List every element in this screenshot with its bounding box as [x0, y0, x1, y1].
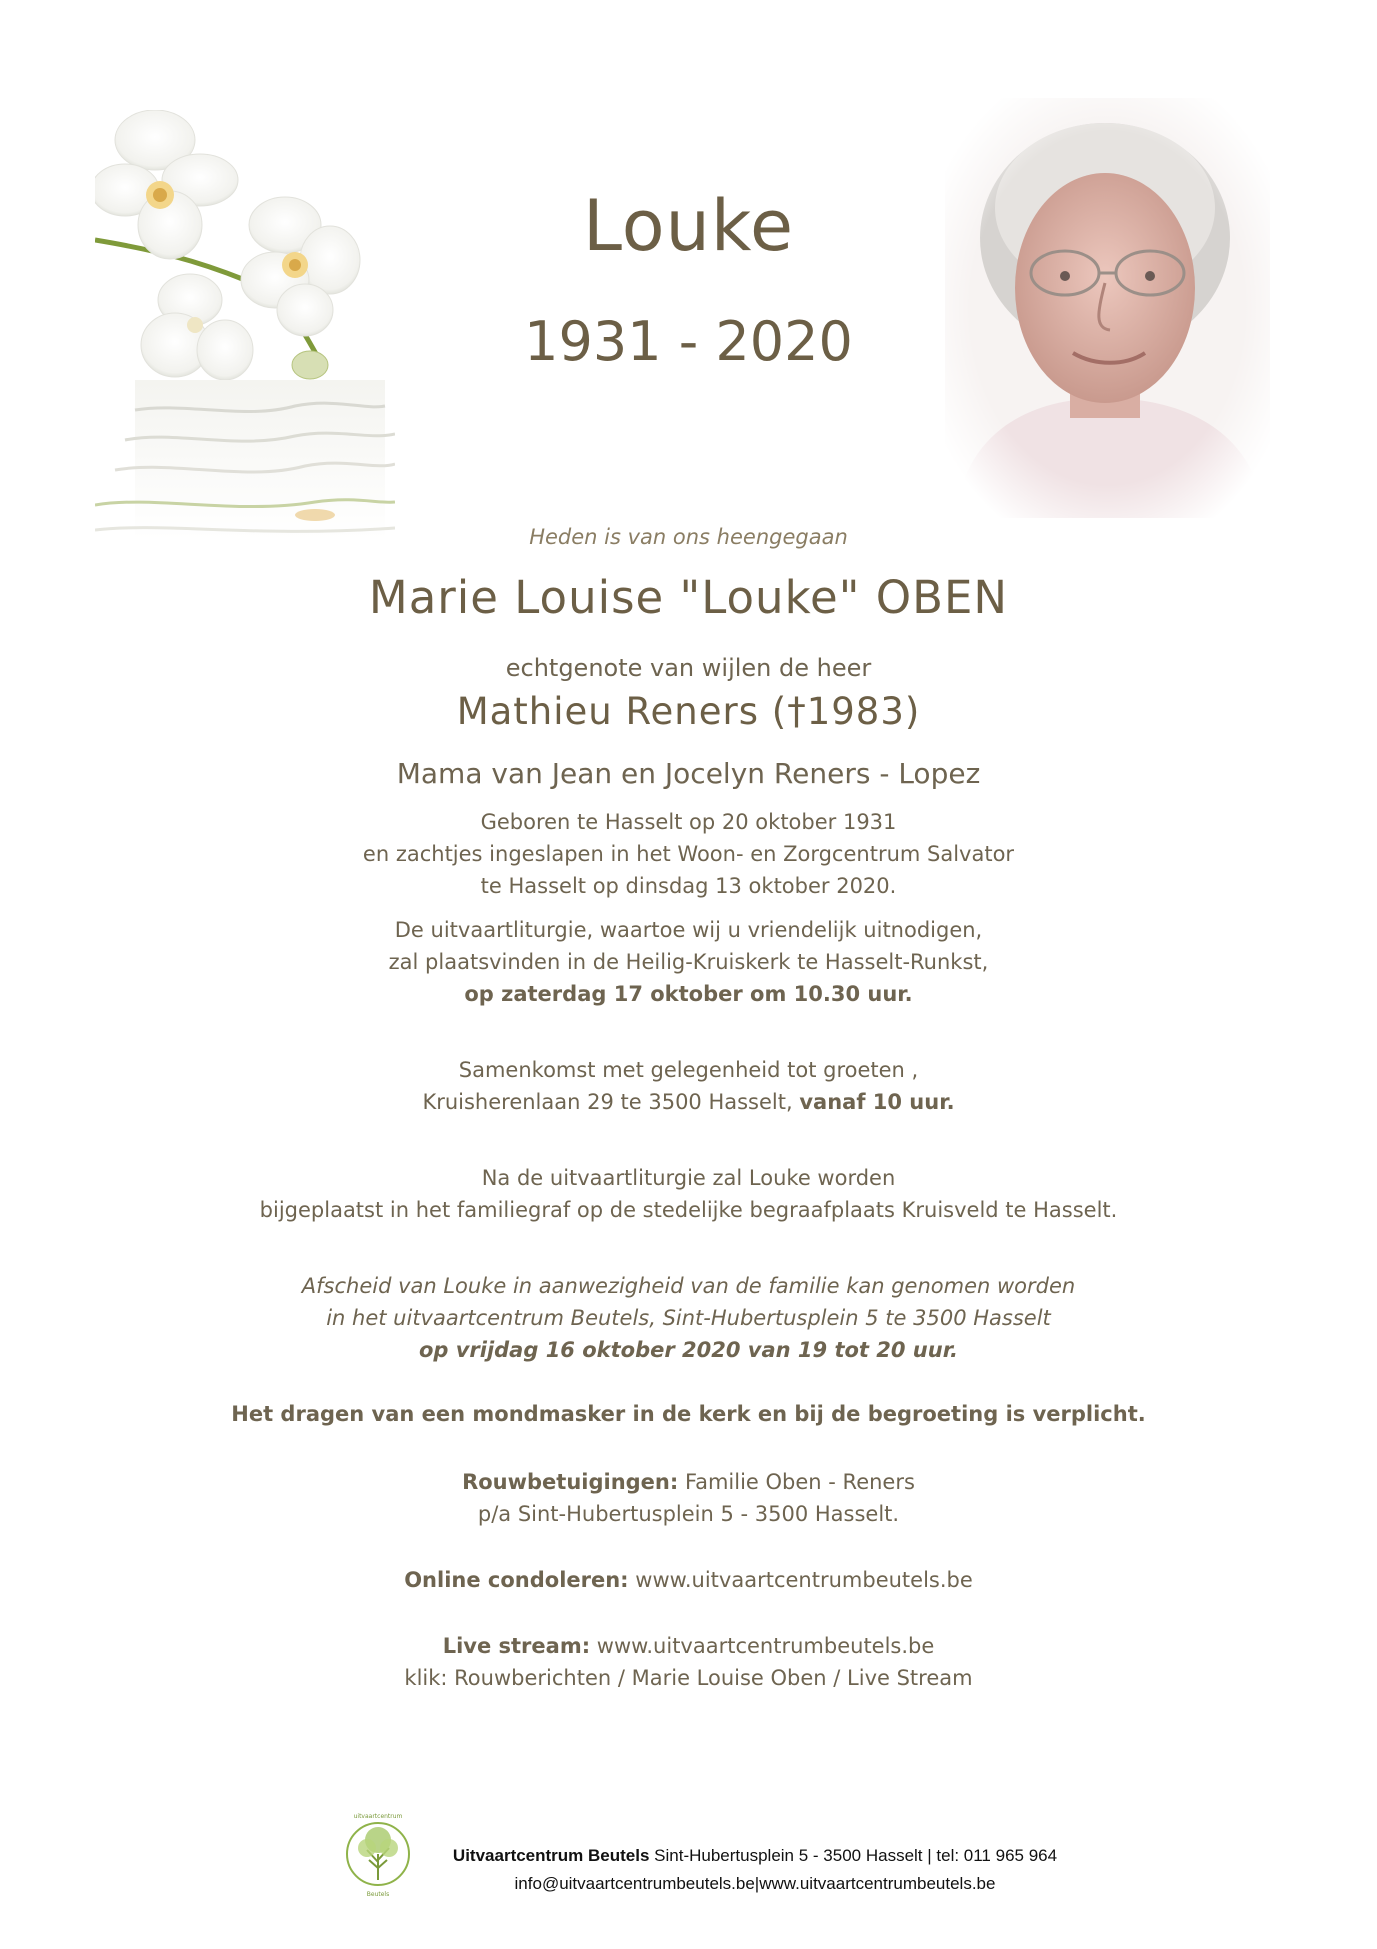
condolences-address: p/a Sint-Hubertusplein 5 - 3500 Hasselt.: [477, 1502, 900, 1526]
spouse-name: Mathieu Reners (†1983): [456, 690, 921, 733]
gathering-line-2: [0, 1086, 1377, 1118]
deceased-name: Marie Louise "Louke" OBEN: [368, 571, 1009, 624]
birth-line-1: Geboren te Hasselt op 20 oktober 1931: [480, 810, 897, 834]
livestream-link[interactable]: www.uitvaartcentrumbeutels.be: [590, 1634, 935, 1658]
livestream-label: Live stream:: [442, 1634, 591, 1658]
livestream-paragraph: [0, 1630, 1377, 1694]
intro-text: Heden is van ons heengegaan: [529, 525, 848, 549]
livestream-line-1: [0, 1630, 1377, 1662]
obituary-text: [0, 525, 1377, 1706]
farewell-date: op vrijdag 16 oktober 2020 van 19 tot 20 uur.: [418, 1338, 959, 1362]
livestream-instructions: klik: Rouwberichten / Marie Louise Oben / Live Stream: [404, 1666, 973, 1690]
portrait-photo: [945, 98, 1270, 518]
footer-company: Uitvaartcentrum Beutels: [452, 1846, 650, 1865]
online-label: Online condoleren:: [404, 1568, 629, 1592]
mask-notice: Het dragen van een mondmasker in de kerk en bij de begroeting is verplicht.: [231, 1402, 1146, 1426]
birth-line-3: te Hasselt op dinsdag 13 oktober 2020.: [480, 874, 897, 898]
footer-line-1: [420, 1842, 1090, 1870]
farewell-paragraph: [0, 1270, 1377, 1366]
logo-text-top: uitvaartcentrum: [353, 1813, 403, 1820]
children-line: Mama van Jean en Jocelyn Reners - Lopez: [396, 757, 981, 790]
birth-death-paragraph: [0, 806, 1377, 902]
funeral-line-1: De uitvaartliturgie, waartoe wij u vriendelijk uitnodigen,: [394, 918, 983, 942]
burial-line-1: Na de uitvaartliturgie zal Louke worden: [481, 1166, 896, 1190]
footer: [420, 1842, 1090, 1898]
footer-contact[interactable]: info@uitvaartcentrumbeutels.be|www.uitvaartcentrumbeutels.be: [514, 1874, 996, 1893]
funeral-line-2: zal plaatsvinden in de Heilig-Kruiskerk te Hasselt-Runkst,: [388, 950, 989, 974]
birth-line-2: en zachtjes ingeslapen in het Woon- en Zorgcentrum Salvator: [362, 842, 1015, 866]
gathering-address: Kruisherenlaan 29 te 3500 Hasselt,: [422, 1090, 800, 1114]
condolences-label: Rouwbetuigingen:: [462, 1470, 679, 1494]
farewell-line-2: in het uitvaartcentrum Beutels, Sint-Hubertusplein 5 te 3500 Hasselt: [326, 1306, 1051, 1330]
burial-line-2: bijgeplaatst in het familiegraf op de stedelijke begraafplaats Kruisveld te Hasselt.: [259, 1198, 1118, 1222]
farewell-line-1: Afscheid van Louke in aanwezigheid van de familie kan genomen worden: [301, 1274, 1076, 1298]
footer-address: Sint-Hubertusplein 5 - 3500 Hasselt | tel: 011 965 964: [649, 1846, 1058, 1865]
burial-paragraph: [0, 1162, 1377, 1226]
condolences-paragraph: [0, 1466, 1377, 1530]
funeral-date: op zaterdag 17 oktober om 10.30 uur.: [464, 982, 913, 1006]
logo-text-bottom: Beutels: [366, 1891, 390, 1898]
online-link[interactable]: www.uitvaartcentrumbeutels.be: [628, 1568, 973, 1592]
nickname-title: Louke: [582, 185, 795, 267]
online-condolences: [0, 1564, 1377, 1596]
condolences-value: Familie Oben - Reners: [678, 1470, 915, 1494]
funeral-paragraph: [0, 914, 1377, 1010]
spouse-intro: echtgenote van wijlen de heer: [505, 654, 872, 682]
beutels-logo: [343, 1810, 413, 1898]
life-years: 1931 - 2020: [524, 310, 853, 373]
gathering-line-1: Samenkomst met gelegenheid tot groeten ,: [458, 1058, 919, 1082]
condolences-line-1: [0, 1466, 1377, 1498]
gathering-paragraph: [0, 1054, 1377, 1118]
gathering-time: vanaf 10 uur.: [799, 1090, 955, 1114]
